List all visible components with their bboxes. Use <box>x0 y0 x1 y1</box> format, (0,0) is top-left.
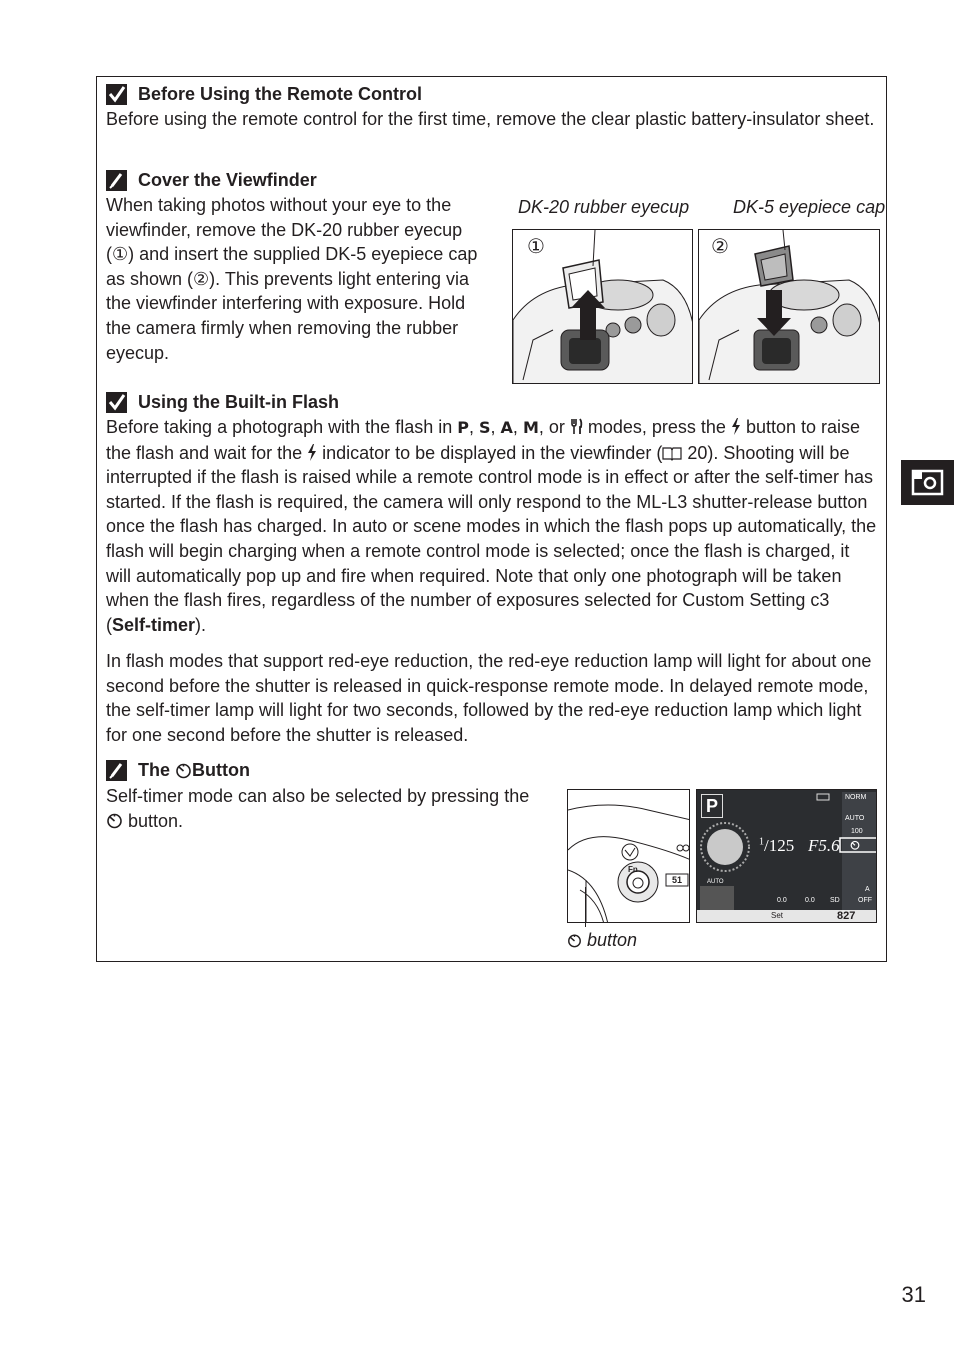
viewfinder-line: viewfinder, remove the DK-20 rubber eyecup <box>106 219 463 240</box>
food-mode-icon <box>570 418 583 435</box>
timer-title-text: The <box>138 760 171 780</box>
viewfinder-line: When taking photos without your eye to the <box>106 195 452 215</box>
timer-title-text: Button <box>192 760 251 780</box>
viewfinder-line: the viewfinder interfering with exposure. Hold <box>106 293 466 314</box>
mode-p-display: P <box>701 794 723 818</box>
pencil-note-icon <box>106 170 127 191</box>
aperture-display: F5.6 <box>808 836 840 855</box>
flash-section-title <box>106 391 339 413</box>
self-timer-icon <box>850 840 860 850</box>
pencil-note-icon <box>106 760 127 781</box>
caption-dk20: DK-20 rubber eyecup <box>518 197 690 217</box>
viewfinder-line: the camera firmly when removing the rubber <box>106 317 459 338</box>
camera-side-drawing <box>568 790 690 923</box>
shutter-denominator: 125 <box>768 836 795 855</box>
norm-display: NORM <box>845 794 867 801</box>
flash-text: modes, press the <box>582 417 731 437</box>
mode-s-label: S <box>478 418 491 437</box>
adl-display: A <box>865 886 870 893</box>
flash-paragraph-1: Before taking a photograph with the flash in P, S, A, M, or modes, press the button to raise the flash and wait for the indicator to be displayed in the viewfinder ( 20). Shooting will be interrupted if the flash is raised while a remote control mode is in effect or after the self-timer has started. If the flash is required, the camera will only respond to the ML-L3 shutter-release button once the flash has charged. In auto or scene modes in which the flash pops up automatically, the flash will begin charging when a remote control mode is selected; once the flash is charged, it will automatically pop up and fire when required. Note that only one photograph will be taken when the flash fires, regardless of the number of exposures selected for Custom Setting c3 (Self-timer). <box>106 417 877 635</box>
timer-line: Self-timer mode can also be selected by pressing the <box>106 786 530 806</box>
hdr-display: OFF <box>858 897 872 904</box>
flash-bolt-icon <box>307 444 317 461</box>
flash-text: Before taking a photograph with the flash in <box>106 417 458 437</box>
eyecup-removal-illustration <box>512 229 693 384</box>
sd-display: SD <box>830 897 840 904</box>
remote-title-text: Before Using the Remote Control <box>138 84 423 104</box>
flash-text: ). <box>195 614 207 635</box>
remote-body: Before using the remote control for the first time, remove the clear plastic battery-insulator sheet. <box>106 109 875 129</box>
timer-line <box>106 809 561 834</box>
fn-label: Fn <box>628 865 638 874</box>
viewfinder-section-title <box>106 169 317 191</box>
shutter-numerator: 1 <box>759 836 764 848</box>
timer-button-caption <box>567 929 637 951</box>
lcd-screen-illustration <box>696 789 877 923</box>
page-number: 31 <box>901 1282 926 1307</box>
auto-display: AUTO <box>707 879 724 885</box>
set-display: Set <box>771 911 784 920</box>
caution-check-icon <box>106 84 127 105</box>
mode-a-label: A <box>500 418 513 437</box>
flash-text: button to raise the flash and wait for the <box>106 417 861 463</box>
caution-check-icon <box>106 392 127 413</box>
timer-section-title <box>106 759 250 781</box>
self-timer-icon <box>175 762 192 779</box>
remote-section-title <box>106 83 422 105</box>
flash-text: indicator to be displayed in the viewfinder ( <box>317 442 663 463</box>
shutter-speed-display: $^1$/125 <box>759 836 795 855</box>
flash-title-text: Using the Built-in Flash <box>138 392 339 412</box>
d51-label: 51 <box>672 875 683 885</box>
mode-m-label: M <box>522 418 539 437</box>
note-frame <box>96 76 887 962</box>
exposure-comp-display: 0.0 <box>777 897 787 904</box>
wb-display: AUTO <box>845 815 865 822</box>
flash-text: , or <box>538 417 570 437</box>
caption-dk5: DK-5 eyepiece cap <box>733 197 886 217</box>
timer-text: button. <box>123 810 184 831</box>
viewfinder-body <box>106 193 501 365</box>
lcd-dial-graphic <box>697 790 877 923</box>
shooting-mode-icon <box>901 460 954 505</box>
shots-remaining-display: 827 <box>837 910 856 922</box>
marker-two: ② <box>711 236 729 258</box>
mode-p-label: P <box>457 418 469 437</box>
self-timer-icon <box>106 812 123 829</box>
flash-paragraph-2: In flash modes that support red-eye reduction, the red-eye reduction lamp will light for about one second before the shutter is released in quick-response remote mode. In delayed remote mode, the self-timer lamp will light for two seconds, followed by the red-eye reduction lamp which light for one second before the shutter is released. <box>106 651 872 745</box>
self-timer-setting-name: Self-timer <box>112 614 196 635</box>
viewfinder-line: as shown (②). This prevents light entering via <box>106 268 469 289</box>
marker-one: ① <box>527 236 545 258</box>
eyepiece-cap-illustration <box>698 229 880 384</box>
caption-text: button <box>582 930 638 950</box>
flash-bolt-icon <box>731 418 741 435</box>
self-timer-icon <box>567 933 582 948</box>
chapter-tab <box>901 460 954 505</box>
viewfinder-line: (①) and insert the supplied DK-5 eyepiece cap <box>106 244 478 265</box>
timer-body <box>106 784 561 833</box>
flash-text: ). Shooting will be interrupted if the flash is raised while a remote control mode is in effect or after the self-timer has started. If the flash is required, the camera will only respond to the ML-L3 shutter-release button once the flash has charged. In auto or scene modes in which the flash pops up automatically, the flash will begin charging when a remote control mode is selected; once the flash is charged, it will automatically pop up and fire when required. Note that only one photograph will be taken when the flash fires, regardless of the number of exposures selected for Custom Setting c3 ( <box>106 442 877 635</box>
page-reference: 20 <box>687 442 708 463</box>
book-reference-icon <box>662 446 682 461</box>
flash-comp-display: 0.0 <box>805 897 815 904</box>
viewfinder-line: eyecup. <box>106 342 170 363</box>
viewfinder-title-text: Cover the Viewfinder <box>138 170 317 190</box>
callout-line <box>585 887 586 927</box>
iso-display: 100 <box>851 828 863 835</box>
